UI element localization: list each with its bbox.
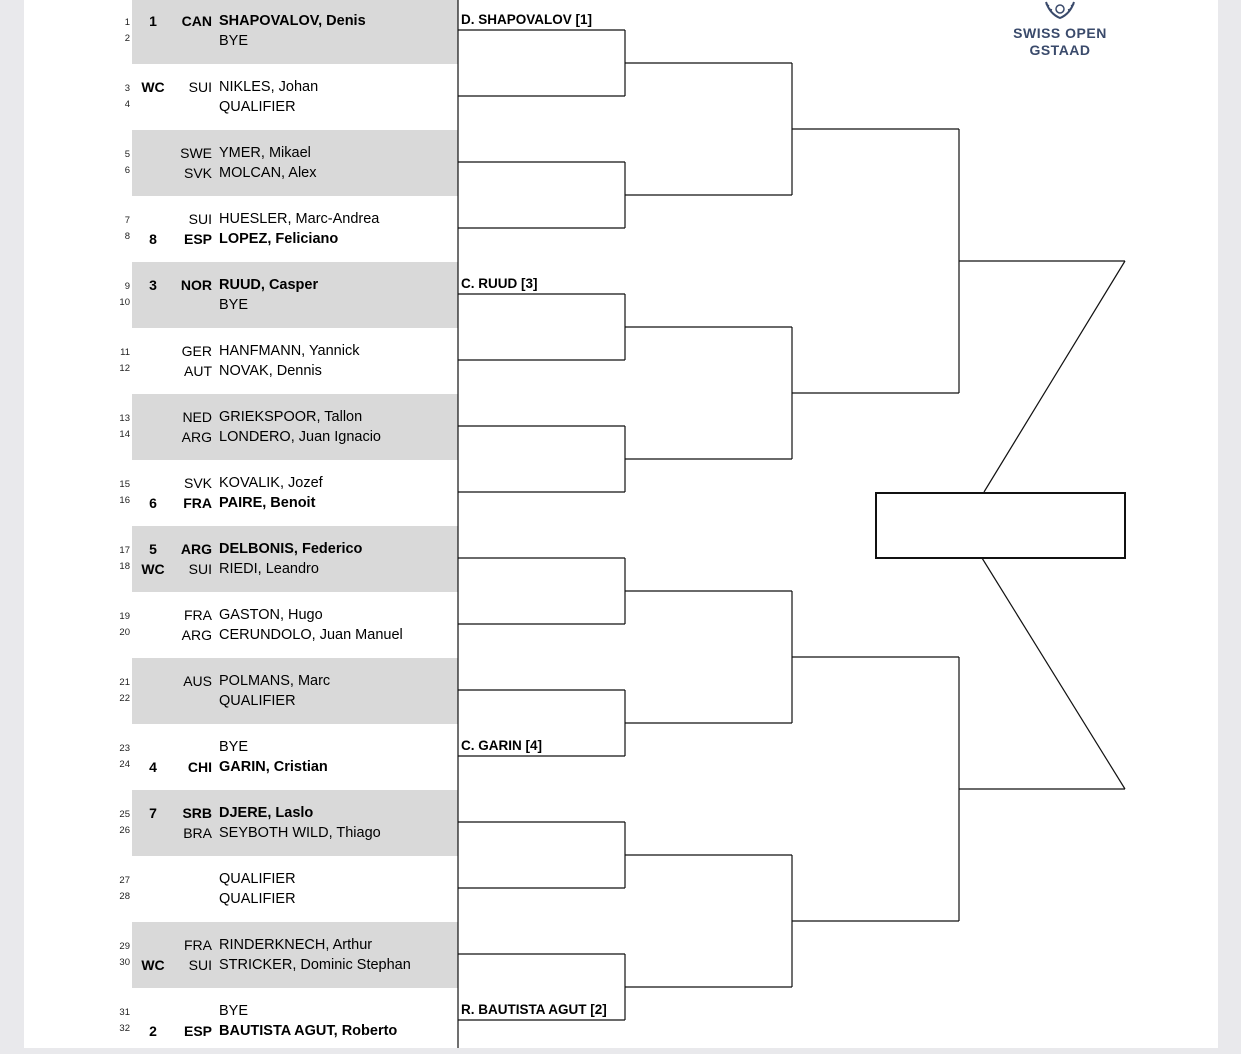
nation-code: ESP bbox=[183, 1023, 212, 1039]
draw-line-number: 25 bbox=[119, 809, 130, 820]
player-name: BYE bbox=[219, 33, 249, 49]
player-name: HANFMANN, Yannick bbox=[219, 343, 360, 359]
nation-code: ARG bbox=[181, 627, 212, 643]
nation-code: SVK bbox=[183, 475, 212, 491]
player-name: NOVAK, Dennis bbox=[219, 363, 322, 379]
seed-label: 1 bbox=[149, 13, 157, 29]
draw-line-number: 6 bbox=[124, 165, 130, 176]
draw-line-number: 26 bbox=[119, 825, 130, 836]
draw-line-number: 28 bbox=[119, 891, 130, 902]
tournament-logo bbox=[1000, 0, 1120, 66]
seed-label: 5 bbox=[149, 541, 157, 557]
draw-line-number: 1 bbox=[124, 17, 130, 28]
nation-code: BRA bbox=[183, 825, 212, 841]
player-name: POLMANS, Marc bbox=[219, 673, 331, 689]
draw-line-number: 23 bbox=[119, 743, 130, 754]
draw-line-number: 27 bbox=[119, 875, 130, 886]
seed-label: 6 bbox=[149, 495, 157, 511]
bracket-line bbox=[982, 558, 1125, 789]
player-name: GASTON, Hugo bbox=[219, 607, 323, 623]
nation-code: ARG bbox=[180, 541, 212, 557]
player-name: QUALIFIER bbox=[219, 871, 296, 887]
seed-label: 8 bbox=[149, 231, 157, 247]
player-name: BYE bbox=[219, 1003, 249, 1019]
round2-winner: C. RUUD [3] bbox=[461, 276, 538, 291]
player-name: KOVALIK, Jozef bbox=[219, 475, 323, 491]
player-name: MOLCAN, Alex bbox=[219, 165, 317, 181]
logo-line-2: GSTAAD bbox=[1029, 42, 1091, 58]
nation-code: CAN bbox=[181, 13, 212, 29]
draw-line-number: 11 bbox=[120, 347, 130, 358]
player-name: QUALIFIER bbox=[219, 99, 296, 115]
seed-label: 4 bbox=[149, 759, 157, 775]
round2-winner: R. BAUTISTA AGUT [2] bbox=[461, 1002, 607, 1017]
laurel-icon bbox=[1040, 0, 1080, 22]
draw-line-number: 4 bbox=[124, 99, 130, 110]
player-name: LOPEZ, Feliciano bbox=[219, 231, 339, 247]
draw-line-number: 31 bbox=[119, 1007, 130, 1018]
draw-line-number: 5 bbox=[124, 149, 130, 160]
player-name: SEYBOTH WILD, Thiago bbox=[219, 825, 381, 841]
nation-code: SRB bbox=[182, 805, 212, 821]
player-name: GARIN, Cristian bbox=[219, 759, 328, 775]
draw-line-number: 29 bbox=[119, 941, 130, 952]
draw-line-number: 32 bbox=[119, 1023, 130, 1034]
round2-winner: D. SHAPOVALOV [1] bbox=[461, 12, 593, 27]
player-name: QUALIFIER bbox=[219, 693, 296, 709]
player-name: HUESLER, Marc-Andrea bbox=[219, 211, 380, 227]
player-name: LONDERO, Juan Ignacio bbox=[219, 429, 381, 445]
nation-code: AUS bbox=[183, 673, 212, 689]
player-name: RIEDI, Leandro bbox=[219, 561, 319, 577]
nation-code: SUI bbox=[188, 79, 212, 95]
nation-code: FRA bbox=[184, 607, 212, 623]
draw-line-number: 22 bbox=[119, 693, 130, 704]
player-name: BAUTISTA AGUT, Roberto bbox=[219, 1023, 398, 1039]
seed-label: 2 bbox=[149, 1023, 157, 1039]
nation-code: NED bbox=[182, 409, 212, 425]
nation-code: SWE bbox=[180, 145, 212, 161]
draw-line-number: 7 bbox=[124, 215, 130, 226]
draw-line-number: 19 bbox=[119, 611, 130, 622]
nation-code: FRA bbox=[184, 937, 212, 953]
player-name: RUUD, Casper bbox=[219, 277, 319, 293]
seed-label: 3 bbox=[149, 277, 157, 293]
player-name: STRICKER, Dominic Stephan bbox=[219, 957, 411, 973]
draw-line-number: 14 bbox=[119, 429, 130, 440]
draw-line-number: 3 bbox=[124, 83, 130, 94]
draw-line-number: 20 bbox=[119, 627, 130, 638]
player-name: CERUNDOLO, Juan Manuel bbox=[219, 627, 403, 643]
player-name: RINDERKNECH, Arthur bbox=[219, 937, 373, 953]
player-name: NIKLES, Johan bbox=[219, 79, 319, 95]
draw-line-number: 9 bbox=[124, 281, 130, 292]
draw-line-number: 13 bbox=[119, 413, 130, 424]
bracket-line bbox=[984, 261, 1125, 492]
draw-line-number: 30 bbox=[119, 957, 130, 968]
draw-line-number: 15 bbox=[119, 479, 130, 490]
player-name: PAIRE, Benoit bbox=[219, 495, 316, 511]
seed-label: WC bbox=[141, 561, 165, 577]
player-name: DJERE, Laslo bbox=[219, 805, 314, 821]
player-name: YMER, Mikael bbox=[219, 145, 311, 161]
nation-code: AUT bbox=[184, 363, 212, 379]
draw-line-number: 12 bbox=[119, 363, 130, 374]
draw-line-number: 16 bbox=[119, 495, 130, 506]
nation-code: ARG bbox=[181, 429, 212, 445]
draw-line-number: 18 bbox=[119, 561, 130, 572]
round2-winner: C. GARIN [4] bbox=[461, 738, 542, 753]
draw-line-number: 10 bbox=[119, 297, 130, 308]
nation-code: ESP bbox=[183, 231, 212, 247]
seed-label: 7 bbox=[149, 805, 157, 821]
nation-code: SUI bbox=[188, 957, 212, 973]
champion-box bbox=[875, 492, 1126, 559]
player-name: BYE bbox=[219, 297, 249, 313]
nation-code: SUI bbox=[188, 211, 212, 227]
nation-code: GER bbox=[181, 343, 212, 359]
player-name: SHAPOVALOV, Denis bbox=[219, 13, 366, 29]
seed-label: WC bbox=[141, 79, 165, 95]
nation-code: CHI bbox=[187, 759, 212, 775]
logo-line-1: SWISS OPEN bbox=[1013, 25, 1107, 41]
draw-line-number: 17 bbox=[119, 545, 130, 556]
draw-line-number: 21 bbox=[119, 677, 130, 688]
player-name: GRIEKSPOOR, Tallon bbox=[219, 409, 363, 425]
draw-line-number: 2 bbox=[124, 33, 130, 44]
nation-code: SUI bbox=[188, 561, 212, 577]
nation-code: NOR bbox=[180, 277, 212, 293]
player-name: DELBONIS, Federico bbox=[219, 541, 363, 557]
draw-line-number: 24 bbox=[119, 759, 130, 770]
draw-line-number: 8 bbox=[124, 231, 130, 242]
player-name: QUALIFIER bbox=[219, 891, 296, 907]
nation-code: FRA bbox=[183, 495, 212, 511]
seed-label: WC bbox=[141, 957, 165, 973]
nation-code: SVK bbox=[183, 165, 212, 181]
player-name: BYE bbox=[219, 739, 249, 755]
